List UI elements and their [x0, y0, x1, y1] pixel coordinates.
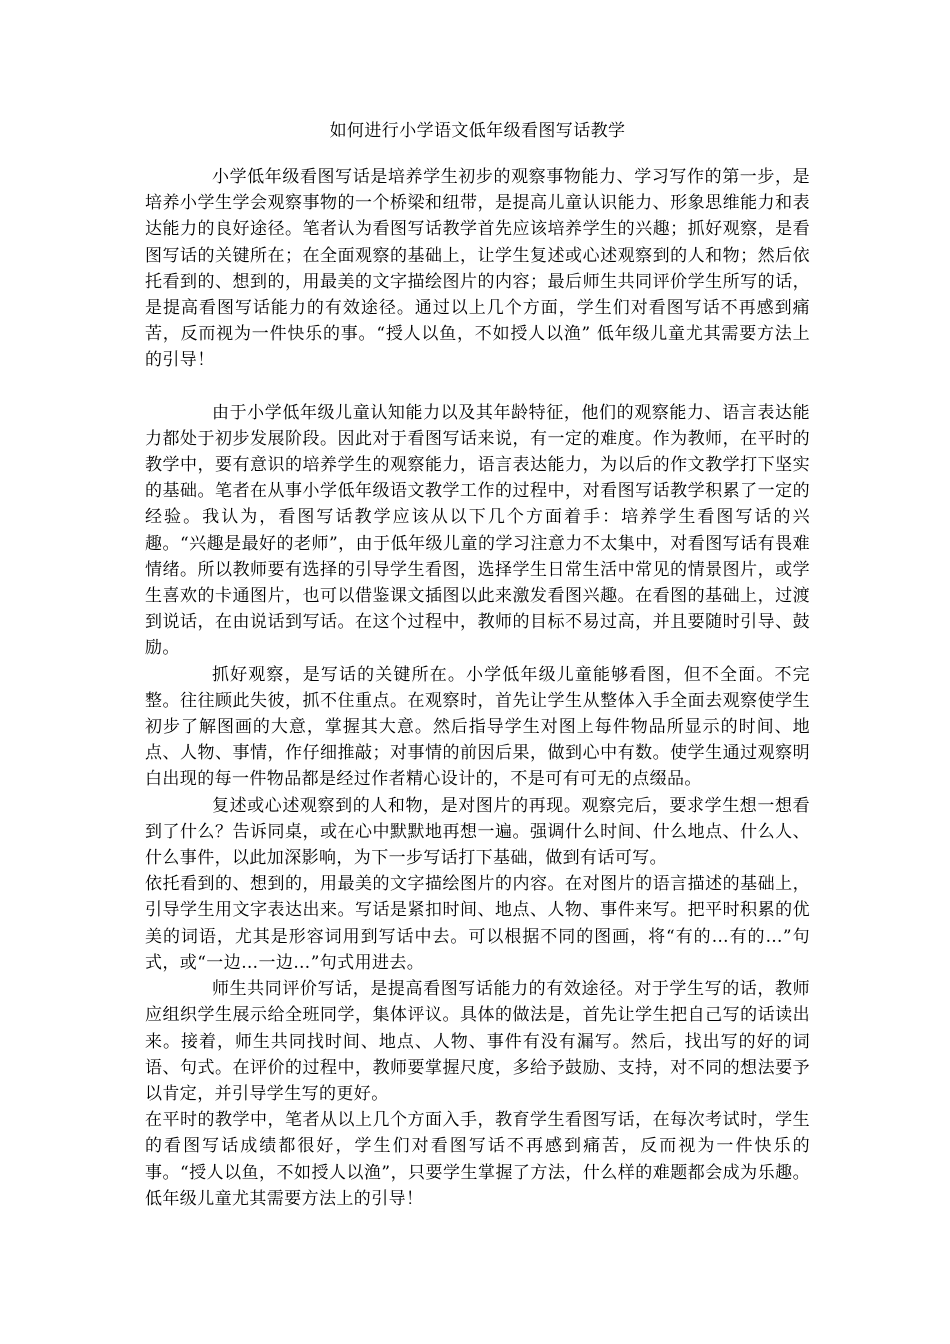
paragraph-interest: 由于小学低年级儿童认知能力以及其年龄特征，他们的观察能力、语言表达能力都处于初步发展阶段。因此对于看图写话来说，有一定的难度。作为教师，在平时的教学中，要有意识的培养学生的观察能力，语言表达能力，为以后的作文教学打下坚实的基础。笔者在从事小学低年级语文教学工作的过程中，对看图写话教学积累了一定的经验。我认为，看图写话教学应该从以下几个方面着手：培养学生看图写话的兴趣。“兴趣是最好的老师”，由于低年级儿童的学习注意力不太集中，对看图写话有畏难情绪。所以教师要有选择的引导学生看图，选择学生日常生活中常见的情景图片，或学生喜欢的卡通图片，也可以借鉴课文插图以此来激发看图兴趣。在看图的基础上，过渡到说话，在由说话到写话。在这个过程中，教师的目标不易过高，并且要随时引导、鼓励。 — [145, 402, 810, 659]
paragraph-evaluation: 师生共同评价写话，是提高看图写话能力的有效途径。对于学生写的话，教师应组织学生展示给全班同学，集体评议。具体的做法是，首先让学生把自己写的话读出来。接着，师生共同找时间、地点、人物、事件有没有漏写。然后，找出写的好的词语、句式。在评价的过程中，教师要掌握尺度，多给予鼓励、支持，对不同的想法要予以肯定，并引导学生写的更好。 — [145, 979, 810, 1104]
document-body — [145, 118, 810, 1212]
paragraph-retelling: 复述或心述观察到的人和物，是对图片的再现。观察完后，要求学生想一想看到了什么？告诉同桌，或在心中默默地再想一遍。强调什么时间、什么地点、什么人、什么事件，以此加深影响，为下一步写话打下基础，做到有话可写。 — [145, 795, 810, 869]
paragraph-intro: 小学低年级看图写话是培养学生初步的观察事物能力、学习写作的第一步，是培养小学生学会观察事物的一个桥梁和纽带，是提高儿童认识能力、形象思维能力和表达能力的良好途径。笔者认为看图写话教学首先应该培养学生的兴趣；抓好观察，是看图写话的关键所在；在全面观察的基础上，让学生复述或心述观察到的人和物；然后依托看到的、想到的，用最美的文字描绘图片的内容；最后师生共同评价学生所写的话，是提高看图写话能力的有效途径。通过以上几个方面，学生们对看图写话不再感到痛苦，反而视为一件快乐的事。“授人以鱼，不如授人以渔” 低年级儿童尤其需要方法上的引导！ — [145, 167, 810, 371]
paragraph-spacer — [145, 374, 810, 400]
paragraph-conclusion: 在平时的教学中，笔者从以上几个方面入手，教育学生看图写话，在每次考试时，学生的看图写话成绩都很好，学生们对看图写话不再感到痛苦，反而视为一件快乐的事。“授人以鱼，不如授人以渔”，只要学生掌握了方法，什么样的难题都会成为乐趣。低年级儿童尤其需要方法上的引导！ — [145, 1110, 810, 1209]
paragraph-description: 依托看到的、想到的，用最美的文字描绘图片的内容。在对图片的语言描述的基础上，引导学生用文字表达出来。写话是紧扣时间、地点、人物、事件来写。把平时积累的优美的词语，尤其是形容词用到写话中去。可以根据不同的图画，将“有的…有的…”句式，或“一边…一边…”句式用进去。 — [145, 874, 810, 973]
document-title: 如何进行小学语文低年级看图写话教学 — [329, 121, 626, 141]
paragraph-observation: 抓好观察，是写话的关键所在。小学低年级儿童能够看图，但不全面。不完整。往往顾此失彼，抓不住重点。在观察时，首先让学生从整体入手全面去观察使学生初步了解图画的大意，掌握其大意。然后指导学生对图上每件物品所显示的时间、地点、人物、事情，作仔细推敲；对事情的前因后果，做到心中有数。使学生通过观察明白出现的每一件物品都是经过作者精心设计的，不是可有可无的点缀品。 — [145, 664, 810, 790]
